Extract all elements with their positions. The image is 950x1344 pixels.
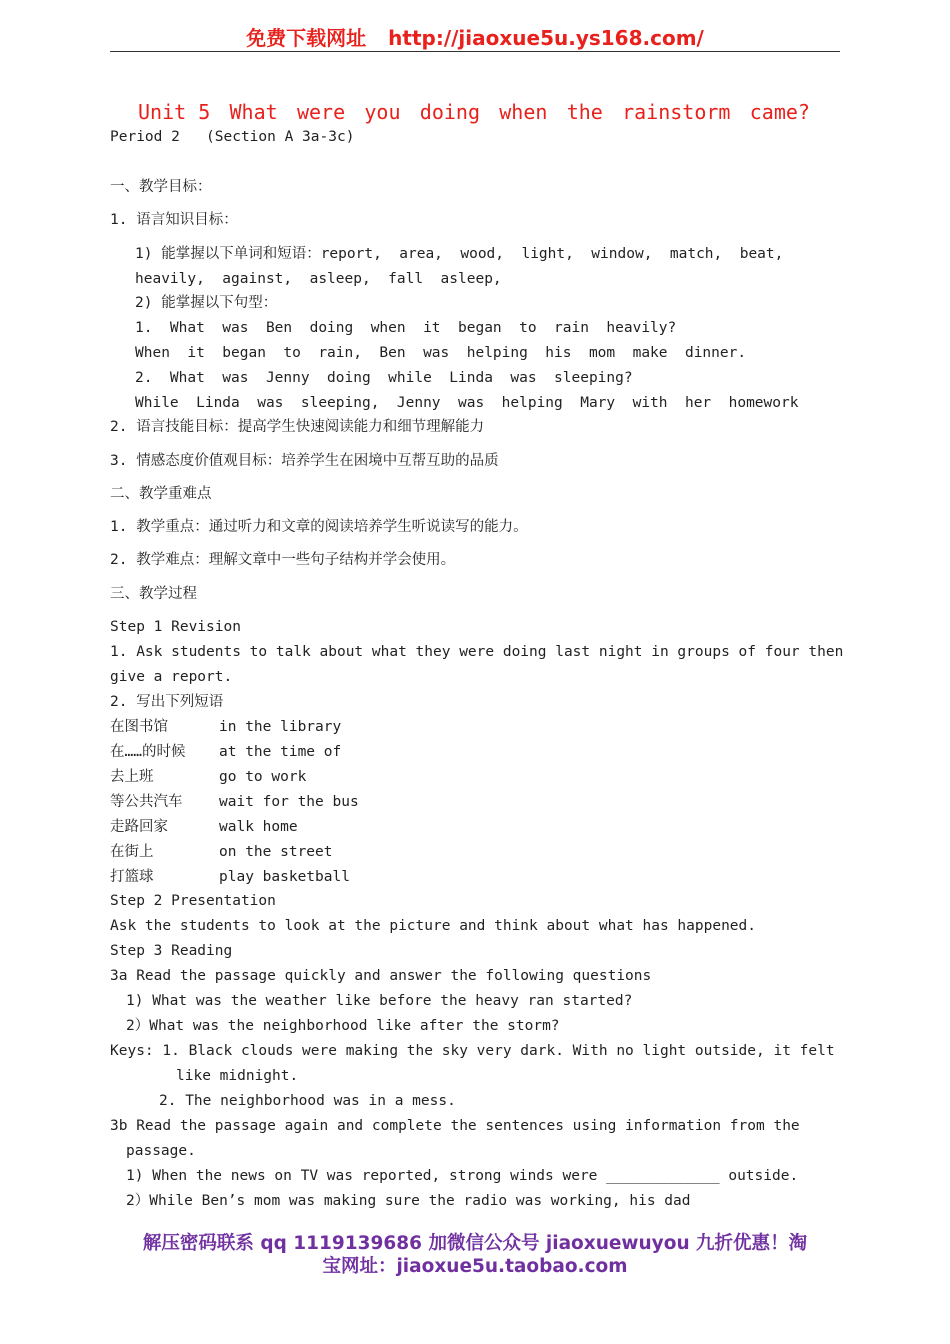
- text-line: heavily, against, asleep, fall asleep,: [135, 271, 502, 287]
- title-word: What: [229, 100, 278, 124]
- question-item: 2）While Ben’s mom was making sure the radio was working, his dad: [126, 1193, 691, 1209]
- text-line: 3b Read the passage again and complete the sentences using information from the: [110, 1118, 800, 1134]
- phrase-cn: 在街上: [110, 844, 154, 860]
- answer-key: 2. The neighborhood was in a mess.: [159, 1093, 456, 1109]
- subsection-heading: 1. 语言知识目标：: [110, 212, 238, 228]
- text-line: 2. 写出下列短语: [110, 694, 224, 710]
- section-heading: 一、教学目标：: [110, 179, 212, 195]
- phrase-en: wait for the bus: [219, 794, 359, 810]
- title-word: Unit 5: [138, 100, 211, 124]
- answer-key: Keys: 1. Black clouds were making the sky very dark. With no light outside, it felt: [110, 1043, 835, 1059]
- sentence-answer: When it began to rain, Ben was helping his mom make dinner.: [135, 345, 747, 361]
- sentence-question: 1. What was Ben doing when it began to rain heavily?: [135, 320, 677, 336]
- title-word: were: [296, 100, 346, 124]
- text-line: Ask the students to look at the picture and think about what has happened.: [110, 918, 757, 934]
- text-line: 1. Ask students to talk about what they were doing last night in groups of four then: [110, 644, 844, 660]
- title-word: you: [364, 100, 401, 124]
- text-line: 1) 能掌握以下单词和短语：report, area, wood, light, window, match, beat,: [135, 246, 784, 262]
- phrase-cn: 去上班: [110, 769, 154, 785]
- section-heading: 三、教学过程: [110, 586, 197, 602]
- text-line: passage.: [126, 1143, 196, 1159]
- document-title: [138, 100, 810, 124]
- phrase-en: on the street: [219, 844, 333, 860]
- question-item: 2）What was the neighborhood like after the storm?: [126, 1018, 560, 1034]
- phrase-en: walk home: [219, 819, 298, 835]
- step-heading: Step 2 Presentation: [110, 893, 276, 909]
- phrase-cn: 打篮球: [110, 869, 154, 885]
- footer-shop-link[interactable]: 宝网址：jiaoxue5u.taobao.com: [322, 1256, 628, 1277]
- answer-key: like midnight.: [176, 1068, 299, 1084]
- title-word: doing: [419, 100, 480, 124]
- title-word: rainstorm: [622, 100, 731, 124]
- phrase-cn: 在……的时候: [110, 744, 186, 760]
- text-line: give a report.: [110, 669, 233, 685]
- sentence-question: 2. What was Jenny doing while Linda was sleeping?: [135, 370, 633, 386]
- phrase-en: in the library: [219, 719, 342, 735]
- phrase-cn: 走路回家: [110, 819, 168, 835]
- subsection-heading: 2. 语言技能目标：提高学生快速阅读能力和细节理解能力: [110, 419, 485, 435]
- title-word: came?: [749, 100, 810, 124]
- phrase-en: play basketball: [219, 869, 350, 885]
- header-label: 免费下载网址: [246, 26, 367, 50]
- page-header: [110, 22, 840, 51]
- text-line: 3a Read the passage quickly and answer the following questions: [110, 968, 652, 984]
- phrase-en: at the time of: [219, 744, 342, 760]
- phrase-en: go to work: [219, 769, 307, 785]
- step-heading: Step 3 Reading: [110, 943, 233, 959]
- title-word: when: [499, 100, 548, 124]
- step-heading: Step 1 Revision: [110, 619, 241, 635]
- header-rule: [110, 51, 840, 52]
- text-line: 2) 能掌握以下句型：: [135, 295, 278, 311]
- text-line: 2. 教学难点：理解文章中一些句子结构并学会使用。: [110, 552, 456, 568]
- text-line: 1. 教学重点：通过听力和文章的阅读培养学生听说读写的能力。: [110, 519, 528, 535]
- title-word: the: [566, 100, 603, 124]
- header-url[interactable]: http://jiaoxue5u.ys168.com/: [388, 26, 704, 50]
- phrase-cn: 等公共汽车: [110, 794, 183, 810]
- subsection-heading: 3. 情感态度价值观目标：培养学生在困境中互帮互助的品质: [110, 453, 499, 469]
- sentence-answer: While Linda was sleeping, Jenny was helping Mary with her homework: [135, 395, 799, 411]
- question-item: 1) When the news on TV was reported, strong winds were _____________ outside.: [126, 1168, 799, 1184]
- period-line: Period 2 (Section A 3a-3c): [110, 129, 355, 145]
- question-item: 1) What was the weather like before the heavy ran started?: [126, 993, 633, 1009]
- phrase-cn: 在图书馆: [110, 719, 168, 735]
- footer-contact: 解压密码联系 qq 1119139686 加微信公众号 jiaoxuewuyou 九折优惠！淘: [142, 1233, 808, 1254]
- section-heading: 二、教学重难点: [110, 486, 212, 502]
